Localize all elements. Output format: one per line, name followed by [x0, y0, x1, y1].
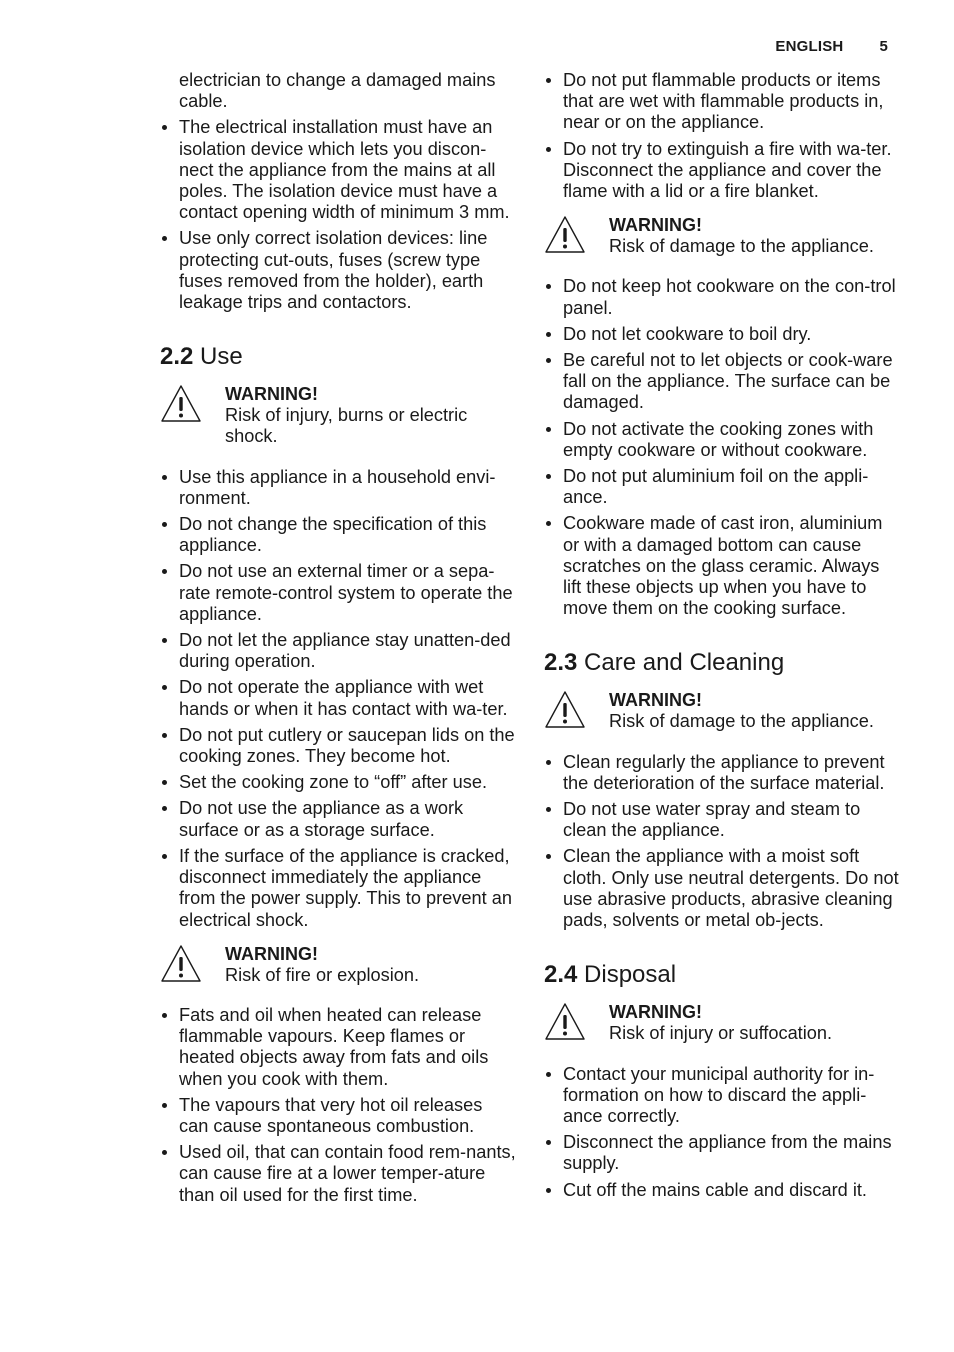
list-item: Be careful not to let objects or cook-ware fall on the appliance. The surface can be damaged. [544, 350, 900, 414]
warning-text: Risk of damage to the appliance. [609, 236, 874, 257]
warning-title: WARNING! [609, 215, 702, 236]
page-header [775, 38, 888, 55]
list-item: Contact your municipal authority for in-formation on how to discard the appli-ance correctly. [544, 1064, 900, 1128]
section-heading-use [160, 343, 516, 371]
list-item: Disconnect the appliance from the mains supply. [544, 1132, 900, 1174]
section-heading-care [544, 649, 900, 677]
list-item: The electrical installation must have an isolation device which lets you discon-nect the appliance from the mains at all poles. The isolation device must have a contact opening width of minimum 3 mm. [160, 117, 516, 223]
list-item: Do not change the specification of this appliance. [160, 514, 516, 556]
continued-text: electrician to change a damaged mains cable. [179, 70, 496, 112]
list-item: Do not use an external timer or a sepa-rate remote-control system to operate the appliance. [160, 561, 516, 625]
care-bullet-list [544, 752, 900, 932]
warning-box [544, 1002, 900, 1044]
header-page-number: 5 [879, 38, 888, 55]
left-column [160, 70, 516, 1211]
warning-title: WARNING! [225, 943, 318, 964]
intro-bullet-list [160, 117, 516, 313]
warning-title: WARNING! [225, 384, 318, 405]
section-title: Care and Cleaning [584, 649, 785, 677]
disposal-bullet-list [544, 1064, 900, 1201]
list-item: The vapours that very hot oil releases can cause spontaneous combustion. [160, 1095, 516, 1137]
list-item: If the surface of the appliance is cracked, disconnect immediately the appliance from the power supply. This to prevent an electrical shock. [160, 846, 516, 931]
list-item: Do not put cutlery or saucepan lids on the cooking zones. They become hot. [160, 725, 516, 767]
list-item: Do not put aluminium foil on the appli-ance. [544, 466, 900, 508]
warning-title: WARNING! [609, 1002, 702, 1023]
list-item: Do not activate the cooking zones with empty cookware or without cookware. [544, 419, 900, 461]
list-item: Use only correct isolation devices: line protecting cut-outs, fuses (screw type fuses removed from the holder), earth leakage trips and contactors. [160, 228, 516, 313]
warning-text: Risk of injury or suffocation. [609, 1023, 833, 1044]
warning-triangle-icon [544, 690, 586, 730]
list-item: Do not keep hot cookware on the con-trol panel. [544, 276, 900, 318]
warning-box [160, 384, 516, 447]
list-item: Do not let cookware to boil dry. [544, 324, 900, 345]
section-number: 2.4 [544, 961, 578, 989]
header-language: ENGLISH [775, 38, 844, 55]
warning-text: Risk of damage to the appliance. [609, 711, 874, 732]
warning-triangle-icon [160, 944, 202, 984]
warning-box [544, 690, 900, 732]
section-title: Disposal [584, 961, 677, 989]
list-item: Do not put flammable products or items that are wet with flammable products in, near or on the appliance. [544, 70, 900, 134]
section-heading-disposal [544, 961, 900, 989]
warning-triangle-icon [160, 384, 202, 424]
warning-triangle-icon [544, 1002, 586, 1042]
list-item: Do not let the appliance stay unatten-ded during operation. [160, 630, 516, 672]
list-item: Do not use water spray and steam to clean the appliance. [544, 799, 900, 841]
right-column [544, 70, 900, 1206]
section-number: 2.3 [544, 649, 578, 677]
warning-text: Risk of injury, burns or electric shock. [225, 405, 468, 447]
list-item: Cookware made of cast iron, aluminium or with a damaged bottom can cause scratches on the glass ceramic. Always lift these objects up when you have to move them on the cooking surface. [544, 513, 900, 619]
fire-bullet-list [160, 1005, 516, 1206]
warning-box [544, 215, 900, 257]
list-item: Set the cooking zone to “off” after use. [160, 772, 516, 793]
warning-title: WARNING! [609, 690, 702, 711]
list-item: Use this appliance in a household envi-ronment. [160, 467, 516, 509]
list-item: Clean the appliance with a moist soft cloth. Only use neutral detergents. Do not use abrasive products, abrasive cleaning pads, solvents or metal ob-jects. [544, 846, 900, 931]
fire-continued-bullet-list [544, 70, 900, 202]
list-item: Do not operate the appliance with wet hands or when it has contact with wa-ter. [160, 677, 516, 719]
section-number: 2.2 [160, 343, 194, 371]
warning-text: Risk of fire or explosion. [225, 964, 420, 985]
list-item: Used oil, that can contain food rem-nants, can cause fire at a lower temper-ature than oil used for the first time. [160, 1142, 516, 1206]
list-item: Do not use the appliance as a work surface or as a storage surface. [160, 798, 516, 840]
warning-box [160, 944, 516, 986]
warning-triangle-icon [544, 215, 586, 255]
list-item: Cut off the mains cable and discard it. [544, 1180, 900, 1201]
list-item: Clean regularly the appliance to prevent the deterioration of the surface material. [544, 752, 900, 794]
section-title: Use [200, 343, 243, 371]
damage-bullet-list [544, 276, 900, 619]
list-item: Fats and oil when heated can release flammable vapours. Keep flames or heated objects away from fats and oils when you cook with them. [160, 1005, 516, 1090]
use-bullet-list [160, 467, 516, 931]
list-item: Do not try to extinguish a fire with wa-ter. Disconnect the appliance and cover the flame with a lid or a fire blanket. [544, 139, 900, 203]
